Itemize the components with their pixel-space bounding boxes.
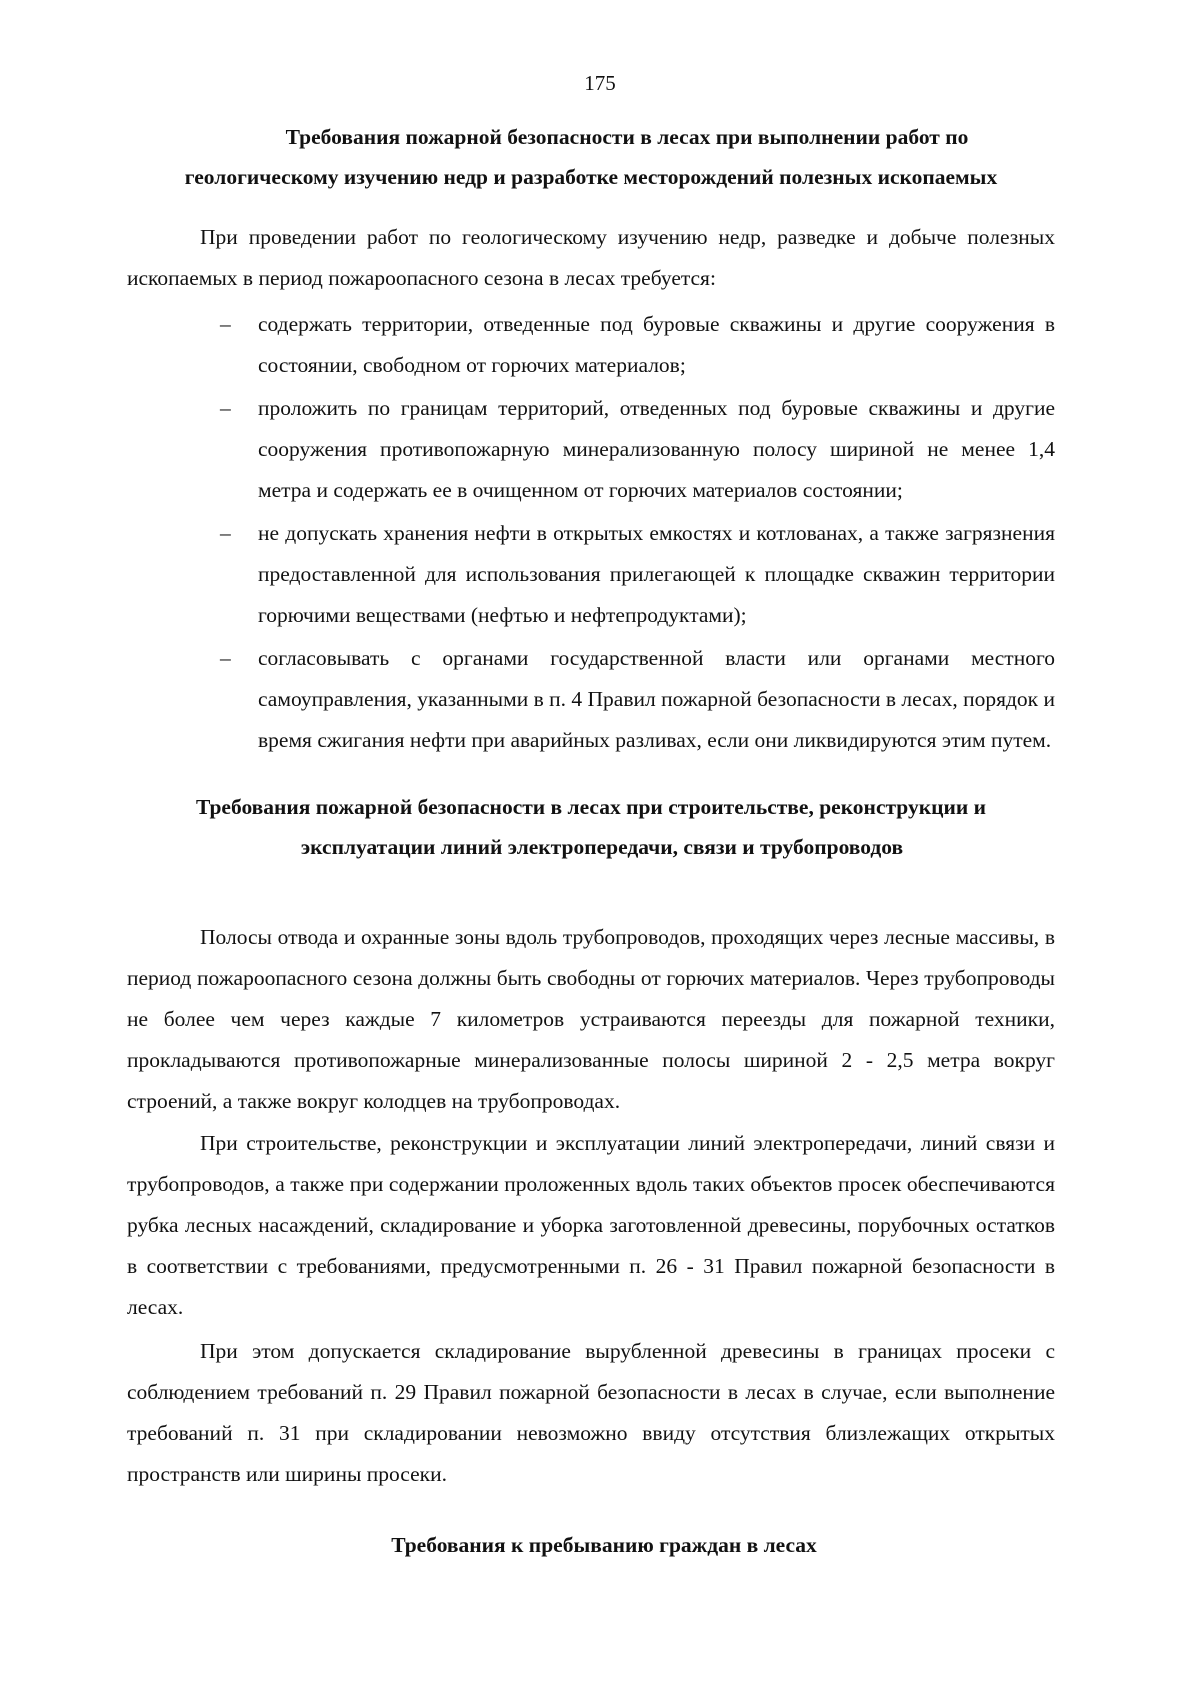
dash-marker: – (220, 646, 231, 670)
list-item (127, 638, 1055, 761)
section-heading-power-lines-line2: эксплуатации линий электропередачи, связи и трубопроводов (300, 835, 904, 859)
page-number: 175 (584, 71, 616, 95)
list-item-text: согласовывать с органами государственной власти или органами местного самоуправления, указанными в п. 4 Правил пожарной безопасности в лесах, порядок и время сжигания нефти при аварийных разливах, если они ликвидируются этим путем. (258, 646, 1055, 752)
list-item-text: проложить по границам территорий, отведенных под буровые скважины и другие сооружения противопожарную минерализованную полосу шириной не менее 1,4 метра и содержать ее в очищенном от горючих материалов состоянии; (258, 396, 1055, 502)
intro-paragraph: При проведении работ по геологическому изучению недр, разведке и добыче полезных ископаемых в период пожароопасного сезона в лесах требуется: (127, 225, 1055, 290)
dash-marker: – (220, 312, 231, 336)
section-heading-power-lines (127, 787, 1055, 867)
section-heading-power-lines-line1: Требования пожарной безопасности в лесах при строительстве, реконструкции и (195, 795, 987, 819)
paragraph-construction: При строительстве, реконструкции и эксплуатации линий электропередачи, линий связи и трубопроводов, а также при содержании проложенных вдоль таких объектов просек обеспечиваются рубка лесных насаждений, складирование и уборка заготовленной древесины, порубочных остатков в соответствии с требованиями, предусмотренными п. 26 - 31 Правил пожарной безопасности в лесах. (127, 1131, 1055, 1319)
paragraph-storage: При этом допускается складирование вырубленной древесины в границах просеки с соблюдением требований п. 29 Правил пожарной безопасности в лесах в случае, если выполнение требований п. 31 при складировании невозможно ввиду отсутствия близлежащих открытых пространств или ширины просеки. (127, 1339, 1055, 1486)
dash-marker: – (220, 396, 231, 420)
paragraph-pipelines: Полосы отвода и охранные зоны вдоль трубопроводов, проходящих через лесные массивы, в период пожароопасного сезона должны быть свободны от горючих материалов. Через трубопроводы не более чем через каждые 7 километров устраиваются переезды для пожарной техники, прокладываются противопожарные минерализованные полосы шириной 2 - 2,5 метра вокруг строений, а также вокруг колодцев на трубопроводах. (127, 925, 1055, 1113)
list-item (127, 388, 1055, 511)
section-heading-geology-line1: Требования пожарной безопасности в лесах при выполнении работ по (285, 125, 969, 149)
dash-marker: – (220, 521, 231, 545)
section-heading-citizens (127, 1525, 1055, 1565)
section-heading-geology-line2: геологическому изучению недр и разработке месторождений полезных ископаемых (184, 165, 998, 189)
list-item-text: не допускать хранения нефти в открытых емкостях и котлованах, а также загрязнения предоставленной для использования прилегающей к площадке скважин территории горючими веществами (нефтью и нефтепродуктами); (258, 521, 1055, 627)
section-heading-geology (127, 117, 1055, 197)
list-item (127, 304, 1055, 386)
section-heading-citizens-line: Требования к пребыванию граждан в лесах (391, 1533, 817, 1557)
list-item (127, 513, 1055, 636)
requirements-list (127, 304, 1055, 763)
list-item-text: содержать территории, отведенные под буровые скважины и другие сооружения в состоянии, свободном от горючих материалов; (258, 312, 1055, 377)
